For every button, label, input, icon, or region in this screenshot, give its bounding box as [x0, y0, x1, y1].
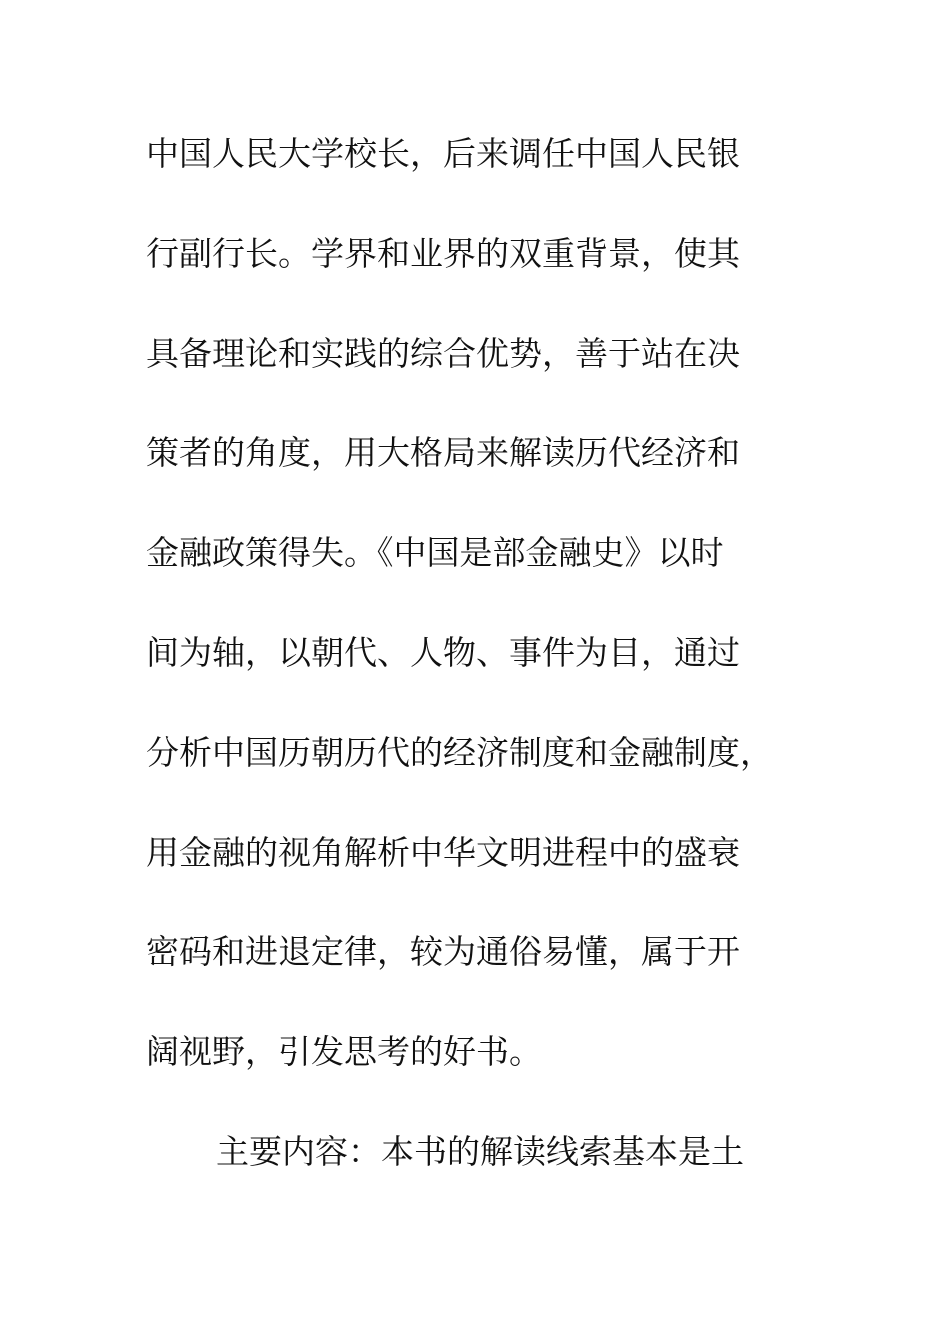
text-line: 间为轴，以朝代、人物、事件为目，通过 — [146, 632, 740, 672]
text-line: 阔视野，引发思考的好书。 — [146, 1032, 542, 1072]
text-line: 行副行长。学界和业界的双重背景，使其 — [146, 233, 740, 273]
text-line: 中国人民大学校长，后来调任中国人民银 — [146, 134, 740, 173]
text-line: 密码和进退定律，较为通俗易懂，属于开 — [146, 932, 740, 972]
text-line: 金融政策得失。《中国是部金融史》以时 — [146, 533, 724, 573]
body-text — [146, 126, 846, 1224]
paragraph-start-line: 主要内容：本书的解读线索基本是土 — [216, 1131, 744, 1171]
text-line: 具备理论和实践的综合优势，善于站在决 — [146, 333, 740, 373]
text-line: 分析中国历朝历代的经济制度和金融制度， — [146, 732, 773, 772]
text-line: 策者的角度，用大格局来解读历代经济和 — [146, 433, 740, 473]
text-line: 用金融的视角解析中华文明进程中的盛衰 — [146, 832, 740, 872]
